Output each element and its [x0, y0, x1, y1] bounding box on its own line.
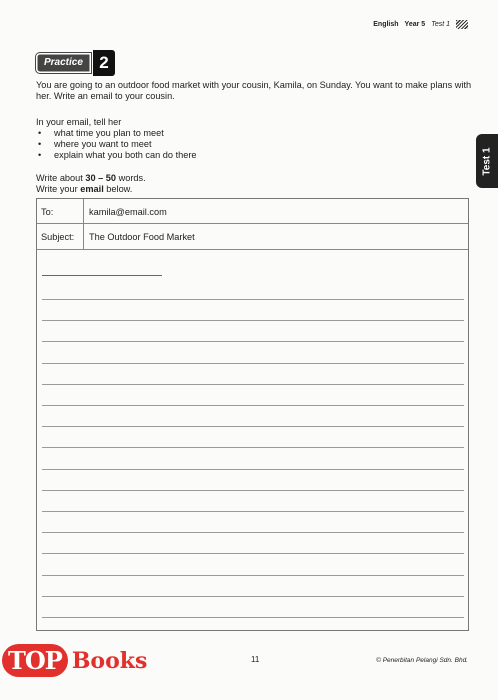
row-divider — [83, 223, 84, 249]
email-prefix: Write your — [36, 184, 81, 194]
subject-value: The Outdoor Food Market — [89, 232, 195, 242]
to-value: kamila@email.com — [89, 207, 167, 217]
email-to-row — [37, 199, 468, 224]
practice-badge — [36, 50, 115, 76]
side-tab-number: 1 — [481, 146, 493, 153]
writing-line[interactable] — [42, 405, 464, 406]
writing-line[interactable] — [42, 363, 464, 364]
writing-line[interactable] — [42, 532, 464, 533]
writing-line[interactable] — [42, 596, 464, 597]
writing-line[interactable] — [42, 490, 464, 491]
task-bullets — [36, 128, 197, 161]
writing-line[interactable] — [42, 553, 464, 554]
writing-line[interactable] — [42, 341, 464, 342]
practice-number: 2 — [93, 50, 115, 76]
writing-line[interactable] — [42, 617, 464, 618]
email-suffix: below. — [103, 184, 133, 194]
writing-line[interactable] — [42, 511, 464, 512]
email-writing-box — [36, 198, 469, 631]
task-intro: You are going to an outdoor food market with your cousin, Kamila, on Sunday. You want to make plans with her. Write an email to your cousin. — [36, 80, 472, 101]
words-suffix: words. — [116, 173, 146, 183]
writing-line[interactable] — [42, 447, 464, 448]
words-prefix: Write about — [36, 173, 86, 183]
writing-line[interactable] — [42, 469, 464, 470]
email-word: email — [80, 184, 104, 194]
bullet-item: • what time you plan to meet — [36, 128, 197, 139]
practice-label: Practice — [36, 53, 91, 73]
header-test: Test 1 — [431, 21, 450, 28]
writing-line[interactable] — [42, 299, 464, 300]
side-tab-label: Test — [481, 155, 493, 176]
subject-label: Subject: — [41, 232, 75, 242]
side-tab — [476, 134, 498, 188]
writing-line[interactable] — [42, 320, 464, 321]
writing-line[interactable] — [42, 575, 464, 576]
publisher-credit: © Penerbitan Pelangi Sdn. Bhd. — [376, 657, 468, 664]
page-number: 11 — [251, 655, 260, 664]
to-label: To: — [41, 207, 54, 217]
logo-top: TOP — [2, 644, 68, 677]
bullet-item: • where you want to meet — [36, 139, 197, 150]
word-count-instructions — [36, 173, 146, 195]
header-year: Year 5 — [404, 21, 426, 28]
bullet-item: • explain what you both can do there — [36, 150, 197, 161]
email-subject-row — [37, 223, 468, 250]
words-count: 30 – 50 — [85, 173, 117, 183]
logo-books: Books — [71, 647, 148, 674]
header-subject: English — [373, 21, 399, 28]
writing-line[interactable] — [42, 384, 464, 385]
writing-line[interactable] — [42, 426, 464, 427]
stripe-icon — [456, 20, 468, 29]
row-divider — [83, 199, 84, 223]
task-ask: In your email, tell her — [36, 117, 122, 127]
page-header — [373, 20, 468, 29]
topbooks-logo — [2, 644, 147, 677]
greeting-writing-line[interactable] — [42, 275, 162, 276]
